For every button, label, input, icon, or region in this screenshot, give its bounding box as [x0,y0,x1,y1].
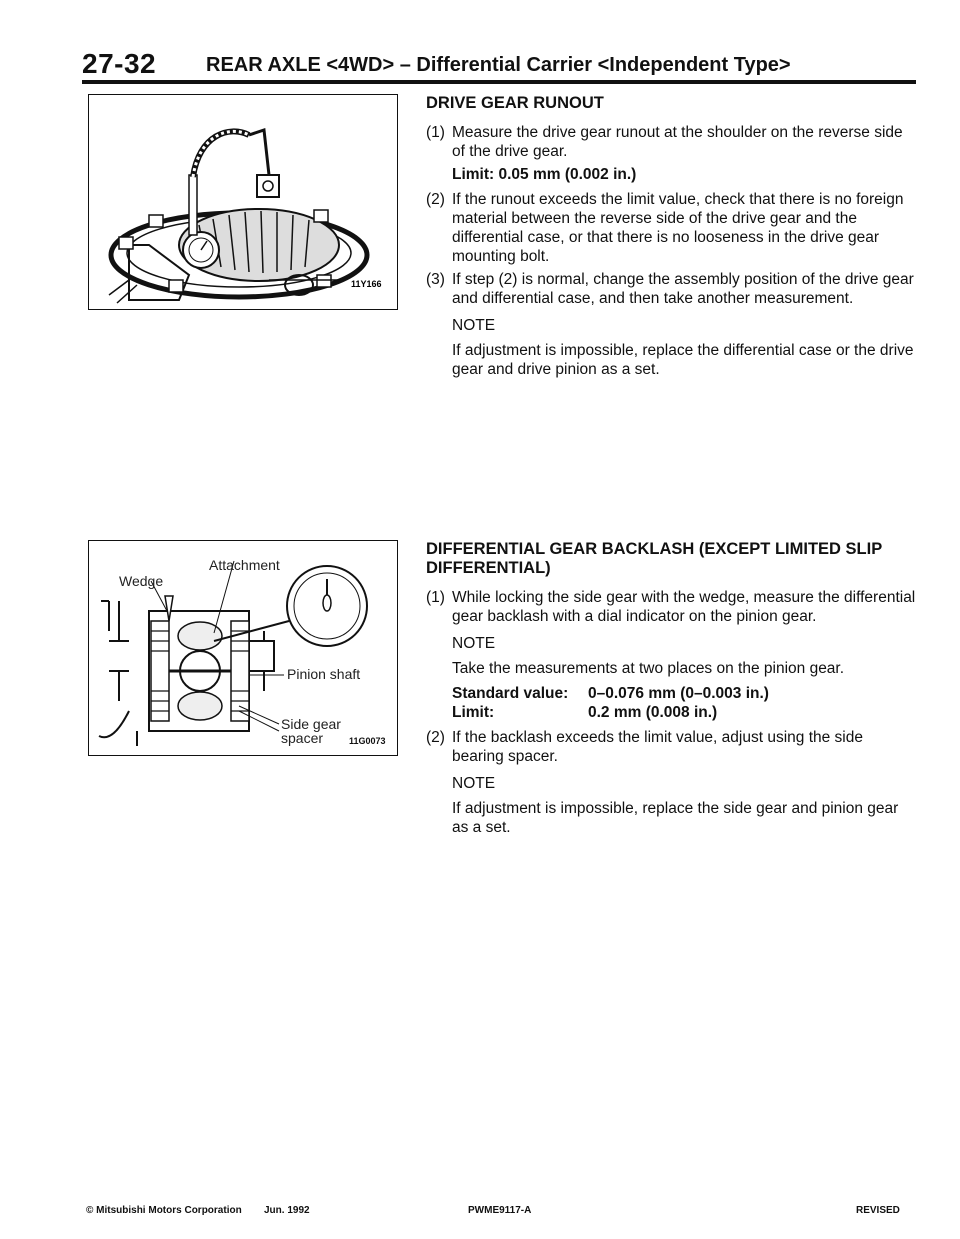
label-spacer: spacer [281,730,324,746]
header-rule [82,80,916,84]
step-1 [426,123,916,161]
label-pinion-shaft: Pinion shaft [287,666,361,682]
step-2 [426,190,916,266]
step-number: (1) [426,124,445,141]
note-text: If adjustment is impossible, replace the differential case or the drive gear and drive pinion as a set. [452,342,914,378]
note-text: If adjustment is impossible, replace the side gear and pinion gear as a set. [452,800,899,836]
figure-code: 11Y166 [351,279,382,289]
limit-spec: Limit: 0.05 mm (0.002 in.) [452,166,637,183]
footer-copyright: © Mitsubishi Motors Corporation [86,1205,242,1216]
step-number: (3) [426,271,445,288]
section-title: DIFFERENTIAL GEAR BACKLASH (EXCEPT LIMITED SLIP DIFFERENTIAL) [426,540,882,577]
note-label: NOTE [452,635,496,652]
label-wedge: Wedge [119,573,164,589]
step-number: (1) [426,589,445,606]
section-gear-backlash [426,540,916,843]
footer-date: Jun. 1992 [264,1205,310,1216]
spec-label: Standard value: [452,685,569,702]
label-attachment: Attachment [209,557,280,573]
step-number: (2) [426,729,445,746]
step-number: (2) [426,191,445,208]
figure-code: 11G0073 [349,736,386,746]
step-text: Measure the drive gear runout at the shoulder on the reverse side of the drive gear. [452,124,903,160]
label-side-gear: Side gear [281,716,341,732]
footer-revised: REVISED [856,1205,900,1216]
step-1 [426,588,916,626]
figure-gear-backlash [88,540,398,756]
step-text: While locking the side gear with the wedge, measure the differential gear backlash with a dial indicator on the pinion gear. [452,589,916,625]
footer-doc-code: PWME9117-A [468,1205,532,1216]
note-label: NOTE [452,775,496,792]
spec-value: 0–0.076 mm (0–0.003 in.) [588,685,769,702]
step-text: If the backlash exceeds the limit value, adjust using the side bearing spacer. [452,729,863,765]
section-title: DRIVE GEAR RUNOUT [426,94,604,112]
spec-table [426,684,916,722]
spec-row-standard [452,684,916,703]
spec-row-limit [452,703,916,722]
section-drive-gear-runout [426,94,916,385]
spec-label: Limit: [452,704,495,721]
figure-drive-gear-runout [88,94,398,310]
step-3 [426,270,916,308]
note-text: Take the measurements at two places on the pinion gear. [452,660,845,677]
step-text: If the runout exceeds the limit value, check that there is no foreign material between the reverse side of the drive gear and the differential case, or that there is no looseness in the drive gear mounting bolt. [452,191,904,265]
page-title: REAR AXLE <4WD> – Differential Carrier <Independent Type> [206,54,791,76]
dial-indicator-on-drive-gear-illustration [89,95,396,308]
page-number: 27-32 [82,48,157,79]
page-header [82,44,912,84]
step-text: If step (2) is normal, change the assembly position of the drive gear and differential case, and then take another measurement. [452,271,914,307]
spec-value: 0.2 mm (0.008 in.) [588,704,718,721]
step-2 [426,728,916,766]
note-label: NOTE [452,317,496,334]
